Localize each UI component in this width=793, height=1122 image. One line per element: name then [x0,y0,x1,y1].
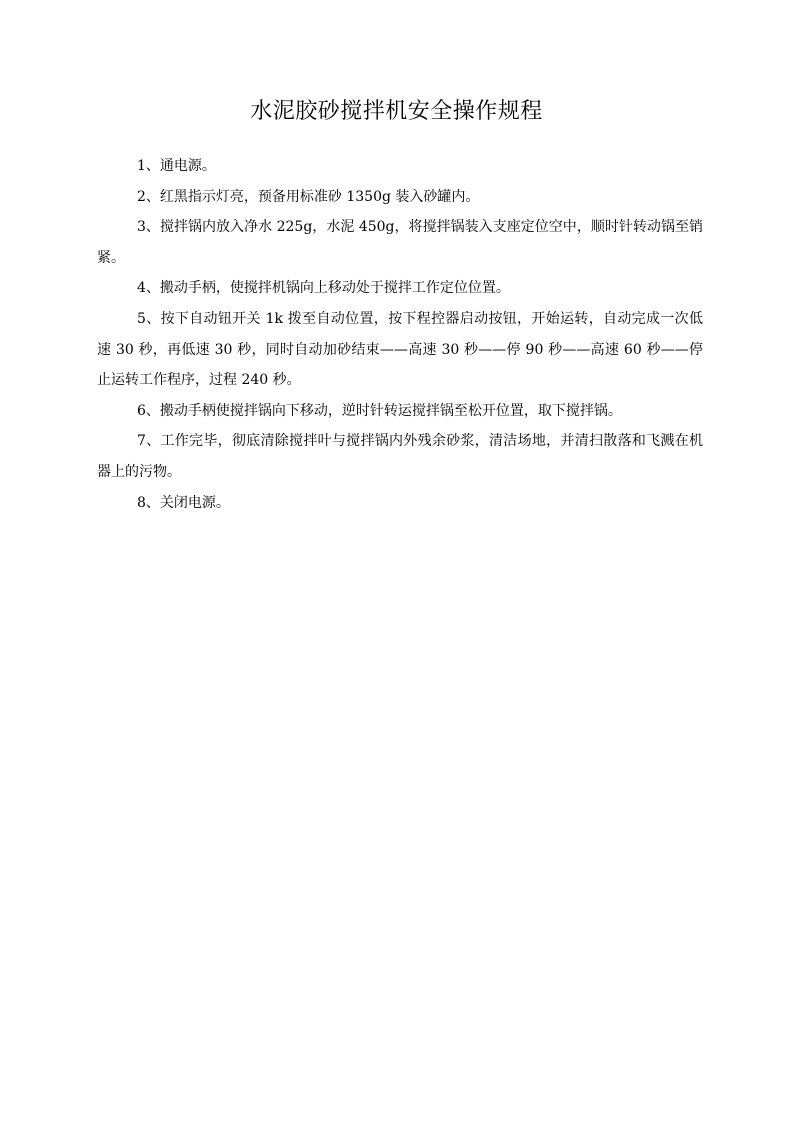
step-7: 7、工作完毕，彻底清除搅拌叶与搅拌锅内外残余砂浆，清洁场地，并清扫散落和飞溅在机器上的污物。 [97,433,703,480]
step-2: 2、红黑指示灯亮，预备用标准砂 1350g 装入砂罐内。 [137,188,480,205]
step-8: 8、关闭电源。 [137,494,230,511]
step-3: 3、搅拌锅内放入净水 225g，水泥 450g，将搅拌锅装入支座定位空中，顺时针转动锅至销紧。 [97,219,703,266]
step-6: 6、搬动手柄使搅拌锅向下移动，逆时针转运搅拌锅至松开位置，取下搅拌锅。 [137,402,622,419]
step-1: 1、通电源。 [137,158,216,174]
document-title: 水泥胶砂搅拌机安全操作规程 [250,99,543,124]
document-body [97,151,703,518]
step-5: 5、按下自动钮开关 1k 拨至自动位置，按下程控器启动按钮，开始运转，自动完成一次低速 30 秒，再低速 30 秒，同时自动加砂结束——高速 30 秒——停 90 秒——高速 60 秒——停止运转工作程序，过程 240 秒。 [97,310,703,389]
step-4: 4、搬动手柄，使搅拌机锅向上移动处于搅拌工作定位位置。 [137,280,510,297]
